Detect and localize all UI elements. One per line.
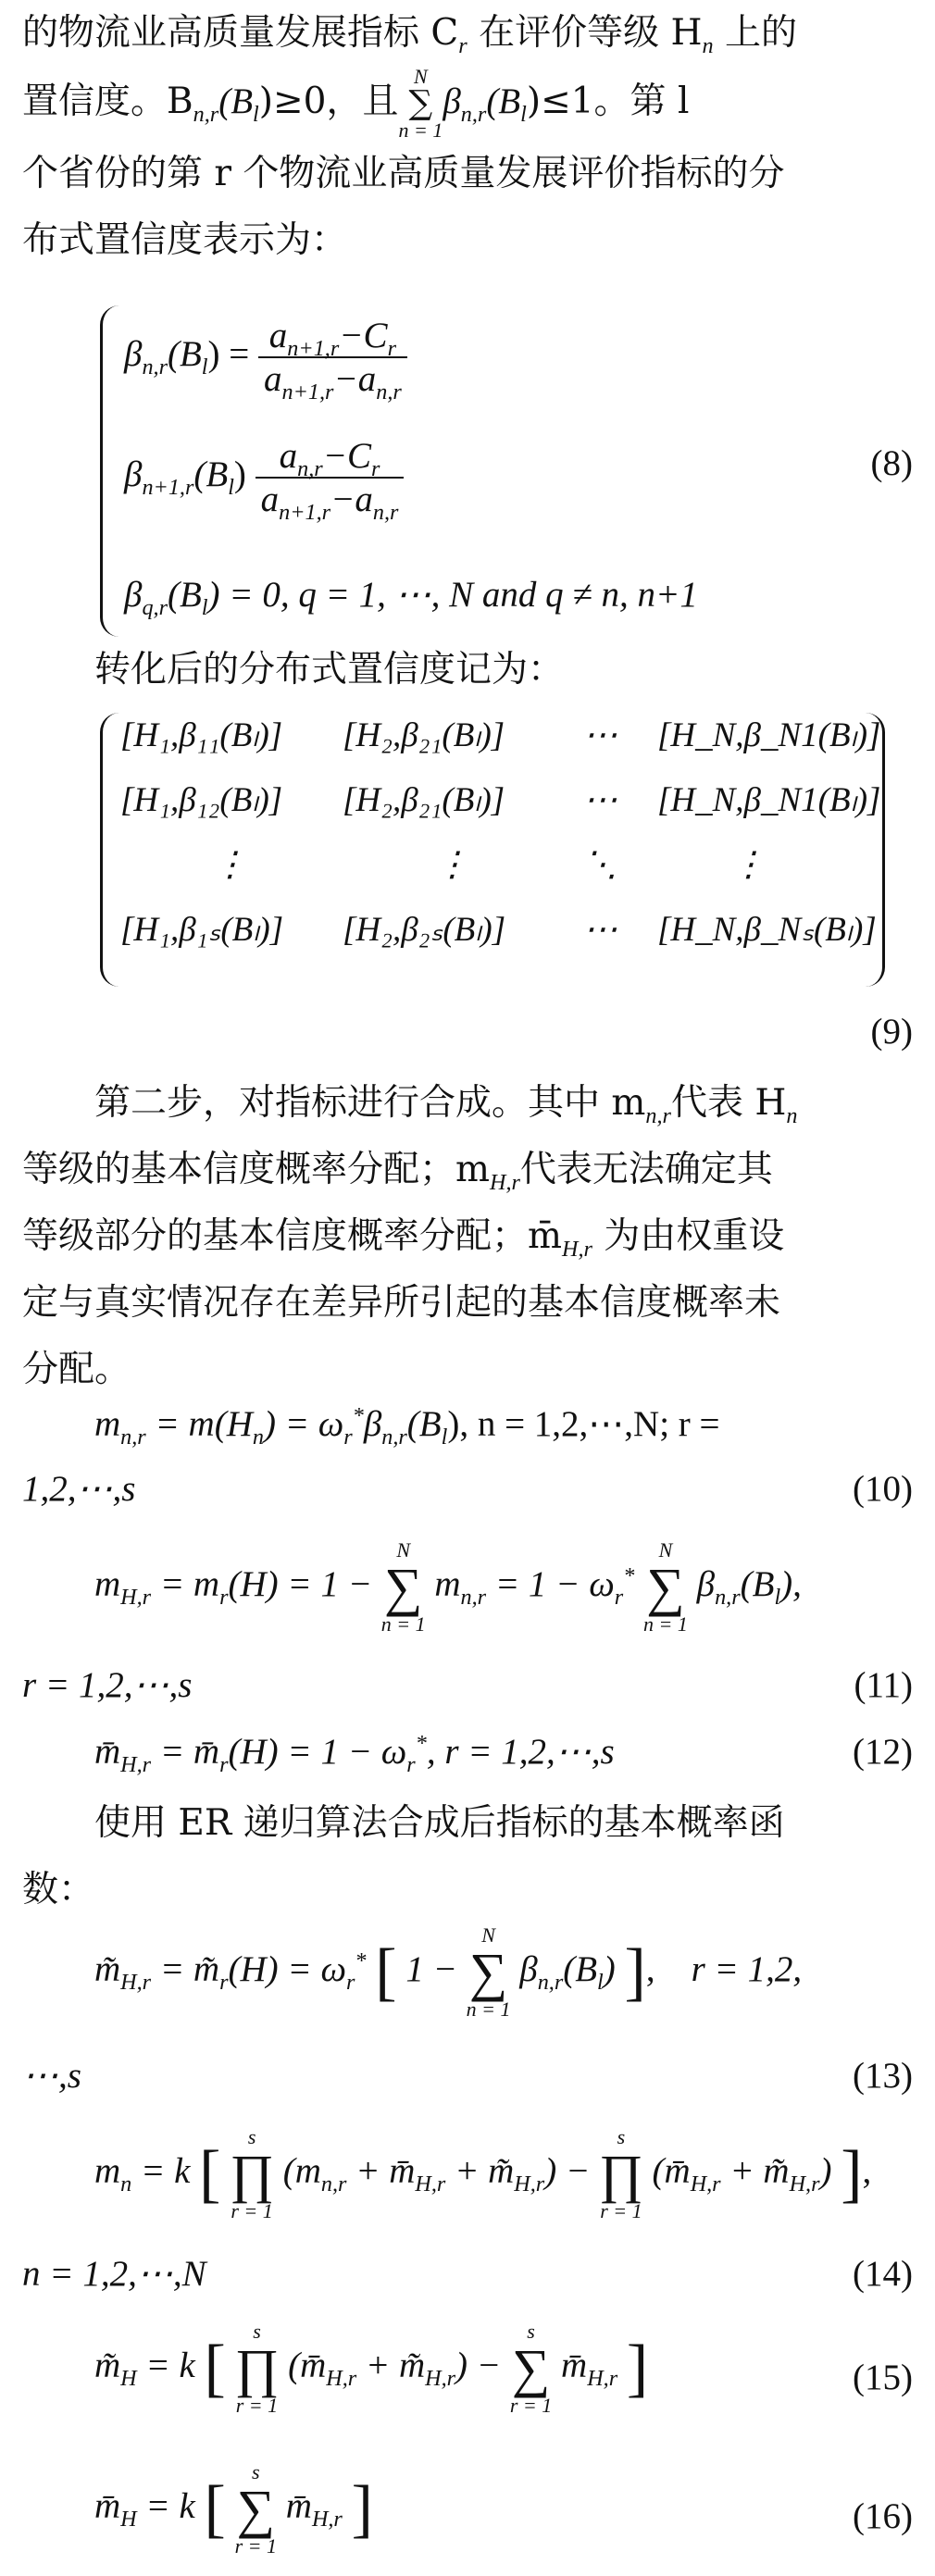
- eq11-arg-sub: l: [774, 1584, 781, 1610]
- eq14-t2-close: ): [819, 2150, 832, 2191]
- eq14-prod-1: [230, 2127, 274, 2221]
- eq16-m: m̄: [94, 2485, 121, 2526]
- eq14-p2-top: s: [617, 2125, 626, 2148]
- eq8-r1-num: [258, 315, 407, 361]
- eq8-r2-arg: (B: [193, 454, 229, 494]
- intro-line2-sub: n,r: [193, 101, 219, 127]
- eq15-s-top: s: [527, 2320, 535, 2343]
- eq8-r1-den: [258, 358, 407, 404]
- eq8-r1-num-sub: n+1,r: [287, 335, 340, 361]
- eq15-p-top: s: [253, 2320, 261, 2343]
- eq13-rest: = m̃: [151, 1948, 220, 1989]
- eq11-beta-sub: n,r: [715, 1584, 741, 1610]
- intro-beta-sub: n,r: [460, 101, 487, 127]
- eq9-cell: [H_N,β_N1(Bₗ)]: [657, 781, 881, 819]
- eq10-sub: n,r: [120, 1424, 146, 1450]
- eq15-t2-sub: H,r: [587, 2365, 618, 2391]
- eq11-mid-sub: r: [219, 1584, 229, 1610]
- eq15-m: m̃: [94, 2345, 121, 2385]
- eq15-sub: H: [120, 2365, 137, 2391]
- eq16-s-top: s: [252, 2460, 260, 2483]
- eq11-tail: ),: [780, 1563, 802, 1604]
- eq8-row-1: [124, 315, 407, 404]
- eq15-lbracket: [: [204, 2333, 226, 2404]
- intro-line2-end: ≤1。第 l: [541, 81, 690, 122]
- eq11-mid2: (H) = 1 −: [228, 1563, 373, 1604]
- step2-paragraph: [22, 1070, 913, 1403]
- eq11-sub: H,r: [120, 1584, 152, 1610]
- eq8-r2-den: [256, 479, 405, 525]
- eq13-sum-bot: n = 1: [466, 1997, 511, 2021]
- eq14-comma: ,: [862, 2150, 872, 2191]
- eq9-row: [120, 715, 881, 779]
- eq15-sum: [510, 2321, 552, 2416]
- step2-l3-text: 等级部分的基本信度概率分配；m̄: [22, 1215, 562, 1257]
- eq14-k: = k: [131, 2150, 191, 2191]
- eq8-r3-argsub: l: [201, 594, 208, 620]
- eq11-mid: = m: [151, 1563, 220, 1604]
- eq14-t2b-sub: H,r: [789, 2171, 820, 2196]
- eq9-cell: ⋮: [213, 846, 247, 884]
- equation-16: [22, 2462, 935, 2564]
- eq14-p2-op: ∏: [599, 2144, 643, 2204]
- eq14-t1-close: ): [544, 2150, 557, 2191]
- eq15-p-op: ∏: [234, 2338, 280, 2398]
- eq9-cell: ⋯: [583, 716, 617, 754]
- eq9-cell: ⋱: [583, 846, 617, 884]
- intro-paragraph: [22, 0, 913, 274]
- intro-line2-arg: (B: [218, 81, 254, 121]
- eq11-line2: r = 1,2,⋯,s: [22, 1665, 193, 1705]
- intro-beta-close: ): [526, 81, 542, 122]
- eq9-cell: ⋮: [435, 846, 469, 884]
- intro-line2-rest: ≥0，且: [272, 81, 399, 122]
- intro-sum-op: ∑: [408, 84, 433, 122]
- eq8-r2-den-mid: −a: [330, 479, 373, 519]
- eq15-t1-close: ): [455, 2345, 468, 2385]
- eq9-left-brace: [100, 713, 119, 987]
- eq11-sum-1: [381, 1540, 426, 1635]
- eq9-row: [120, 909, 877, 974]
- eq16-term: m̄: [285, 2485, 312, 2526]
- eq8-r1-den-sub1: n+1,r: [281, 379, 334, 404]
- eq11-arg: (B: [740, 1563, 775, 1604]
- step2-l1-sub: n,r: [645, 1102, 671, 1128]
- equation-12: [22, 1731, 935, 1777]
- step2-line-1: [22, 1070, 913, 1137]
- eq8-r3-beta: β: [124, 575, 143, 615]
- step2-l3-sub: H,r: [561, 1236, 592, 1262]
- eq9-cell: ⋯: [583, 911, 617, 949]
- eq11-omega-sub: r: [614, 1584, 624, 1610]
- eq14-t2-sub: H,r: [690, 2171, 721, 2196]
- eq9-cell: [H_N,β_N1(Bₗ)]: [657, 716, 881, 754]
- eq10-rest2: ) = ω: [263, 1404, 344, 1444]
- eq8-r1-den-mid: −a: [333, 359, 377, 399]
- eq14-p1-bot: r = 1: [231, 2199, 273, 2222]
- eq15-s-op: ∑: [511, 2338, 551, 2398]
- intro-line1-sub: r: [458, 32, 468, 58]
- eq14-p1-op: ∏: [230, 2144, 274, 2204]
- eq15-number: (15): [853, 2358, 913, 2397]
- eq8-r1-eq: ) =: [207, 333, 258, 374]
- eq10-omega-sub: r: [343, 1424, 353, 1450]
- intro-sum-limits: [398, 67, 443, 141]
- eq11-sum2-op: ∑: [646, 1557, 685, 1617]
- step2-line-5: 分配。: [22, 1349, 131, 1390]
- eq8-r3-arg: (B: [167, 575, 202, 615]
- eq13-arg: (B: [563, 1948, 598, 1989]
- intro-line-3: 个省份的第 r 个物流业高质量发展评价指标的分: [22, 153, 785, 194]
- eq8-r2-beta: β: [124, 454, 143, 494]
- intro-line2-close: ): [258, 81, 273, 122]
- eq8-r2-argsub: l: [228, 474, 234, 500]
- step2-line-2: [22, 1137, 913, 1203]
- eq8-r2-den-a: a: [260, 479, 280, 519]
- eq15-s-bot: r = 1: [509, 2394, 553, 2417]
- eq8-r2-sub: n+1,r: [142, 474, 194, 500]
- eq14-sub: n: [120, 2171, 132, 2196]
- eq13-rest2: (H) = ω: [228, 1948, 346, 1989]
- eq13-sum-top: N: [481, 1923, 495, 1947]
- eq14-t1b-sub: H,r: [415, 2171, 446, 2196]
- step2-l2-text: 等级的基本信度概率分配；m: [22, 1149, 490, 1190]
- eq9-cell: [H₂,β₂₁(Bₗ)]: [343, 781, 505, 819]
- eq13-sum: [467, 1925, 511, 2020]
- eq10-arg: (B: [406, 1404, 442, 1444]
- eq8-row-2: [124, 435, 404, 525]
- eq12-rest: = m̄: [151, 1732, 220, 1772]
- step2-l1-text: 第二步，对指标进行合成。其中 m: [94, 1082, 646, 1124]
- eq14-t1: (m: [282, 2150, 321, 2191]
- eq10-rest: = m(H: [145, 1404, 253, 1444]
- eq8-r1-den-a: a: [264, 359, 282, 399]
- intro-beta: β: [443, 81, 461, 121]
- eq12-star: *: [415, 1731, 427, 1756]
- eq11-sum2-bot: n = 1: [643, 1612, 688, 1636]
- eq9-row: [120, 844, 861, 909]
- eq13-number: (13): [853, 2056, 913, 2096]
- eq10-beta: β: [363, 1404, 382, 1444]
- eq12-rest-sub: r: [219, 1751, 229, 1777]
- eq12-omega-sub: r: [406, 1751, 416, 1777]
- equation-11: [22, 1540, 935, 1642]
- eq8-r2-num-c: −C: [322, 436, 372, 476]
- eq11-sum-2: [643, 1540, 688, 1635]
- eq8-r2-den-sub2: n,r: [372, 499, 399, 525]
- eq9-row: [120, 779, 881, 844]
- eq14-t1-sub: n,r: [320, 2171, 347, 2196]
- eq12-m: m̄: [94, 1732, 121, 1772]
- intro-line2-argsub: l: [253, 101, 259, 127]
- eq13-sub: H,r: [120, 1969, 152, 1995]
- eq12-number: (12): [853, 1732, 913, 1772]
- intro-line-4: 布式置信度表示为：: [22, 219, 348, 261]
- step2-l3-rest: 为由权重设: [592, 1215, 785, 1257]
- intro-beta-arg: (B: [486, 81, 521, 121]
- eq10-arg-sub: l: [441, 1424, 448, 1450]
- eq16-k: = k: [136, 2485, 195, 2526]
- eq14-t2b: + m̃: [720, 2150, 790, 2191]
- eq13-lbracket: [: [375, 1936, 397, 2008]
- eq11-beta: β: [696, 1563, 716, 1604]
- eq11-sum1-top: N: [396, 1538, 411, 1562]
- eq8-r2-num: [256, 435, 405, 479]
- eq16-rbracket: ]: [351, 2473, 373, 2545]
- intro-line1-end: 上的: [713, 12, 797, 54]
- eq12-rest2: (H) = 1 − ω: [228, 1732, 407, 1772]
- eq14-t2: (m̄: [652, 2150, 691, 2191]
- eq8-r2-num-sub: n,r: [297, 455, 323, 481]
- equation-14: [22, 2127, 935, 2238]
- step2-line-4: 定与真实情况存在差异所引起的基本信度概率未: [22, 1282, 781, 1324]
- eq13-arg-sub: l: [597, 1969, 604, 1995]
- eq13-star: *: [355, 1948, 367, 1973]
- eq14-number: (14): [853, 2254, 913, 2294]
- eq15-k: = k: [136, 2345, 195, 2385]
- equation-8: [22, 305, 913, 639]
- intro-sum-top: N: [414, 65, 428, 88]
- step2-l1-rest: 代表 H: [670, 1082, 787, 1124]
- eq8-r2-close: ): [233, 454, 246, 494]
- eq14-p2-bot: r = 1: [600, 2199, 642, 2222]
- eq8-r2-num-a: a: [279, 436, 298, 476]
- eq9-cell: [H₁,β₁₁(Bₗ)]: [120, 716, 283, 754]
- equation-15: [22, 2321, 935, 2423]
- equation-10: [22, 1403, 935, 1450]
- eq15-t1-sub: H,r: [326, 2365, 357, 2391]
- intro-line1-sub2: n: [702, 32, 714, 58]
- eq10-star: *: [352, 1403, 364, 1428]
- eq11-sum1-op: ∑: [384, 1557, 423, 1617]
- eq15-rbracket: ]: [626, 2333, 649, 2404]
- eq8-r1-arg: (B: [167, 333, 202, 374]
- eq8-r1-beta: β: [124, 333, 143, 374]
- intro-line2-text: 置信度。B: [22, 81, 193, 122]
- eq8-r1-num-c: −C: [339, 316, 388, 355]
- eq15-p-bot: r = 1: [235, 2394, 279, 2417]
- eq8-r1-num-a: a: [268, 316, 288, 355]
- eq15-t1b: + m̃: [356, 2345, 426, 2385]
- eq11-sum2-top: N: [658, 1538, 673, 1562]
- eq12-tail: , r = 1,2,⋯,s: [426, 1732, 615, 1772]
- eq14-prod-2: [599, 2127, 643, 2221]
- eq8-r1-den-sub2: n,r: [376, 379, 402, 404]
- eq8-r1-argsub: l: [201, 354, 208, 380]
- eq9-cell: [H₂,β₂₁(Bₗ)]: [343, 716, 505, 754]
- eq8-r1-num-csub: r: [387, 335, 396, 361]
- eq10-sub2: n: [252, 1424, 264, 1450]
- eq14-minus: −: [565, 2150, 591, 2191]
- eq13-rest-sub: r: [219, 1969, 229, 1995]
- eq13-inner: 1 −: [405, 1948, 457, 1989]
- eq13-tail: r = 1,2,: [691, 1948, 803, 1989]
- step2-l2-rest: 代表无法确定其: [519, 1149, 773, 1190]
- eq16-term-sub: H,r: [311, 2506, 343, 2532]
- intro-line-1: [22, 0, 913, 67]
- equation-9-matrix: [120, 715, 881, 974]
- eq11-mid4: = 1 − ω: [486, 1563, 615, 1604]
- convert-text: 转化后的分布式置信度记为：: [94, 649, 565, 691]
- eq9-cell: [H₁,β₁ₛ(Bₗ)]: [120, 911, 284, 949]
- eq8-r2-den-sub1: n+1,r: [279, 499, 331, 525]
- eq9-cell: ⋯: [583, 781, 617, 819]
- eq11-star: *: [623, 1562, 635, 1588]
- eq8-row-3: [124, 574, 698, 620]
- eq13-comma: ,: [645, 1948, 682, 1989]
- eq16-number: (16): [853, 2496, 913, 2536]
- eq16-sum: [235, 2462, 277, 2557]
- eq10-m: m: [94, 1404, 121, 1444]
- eq8-r1-sub: n,r: [142, 354, 168, 380]
- eq15-t1: (m̄: [288, 2345, 327, 2385]
- eq10-beta-sub: n,r: [381, 1424, 407, 1450]
- intro-sum-bot: n = 1: [398, 118, 443, 142]
- eq9-cell: [H₂,β₂ₛ(Bₗ)]: [343, 911, 506, 949]
- eq14-rbracket: ]: [841, 2138, 863, 2209]
- er-paragraph: [22, 1790, 913, 1923]
- eq13-omega-sub: r: [345, 1969, 355, 1995]
- eq16-s-op: ∑: [236, 2479, 275, 2539]
- eq15-minus: −: [476, 2345, 502, 2385]
- eq9-cell: [H₁,β₁₂(Bₗ)]: [120, 781, 283, 819]
- eq14-t1c: + m̃: [445, 2150, 515, 2191]
- intro-line1-text: 的物流业高质量发展指标 C: [22, 12, 459, 54]
- eq16-s-bot: r = 1: [234, 2534, 278, 2557]
- eq11-number: (11): [854, 1665, 913, 1705]
- eq13-sum-op: ∑: [468, 1942, 508, 2002]
- eq8-r3-sub: q,r: [142, 594, 168, 620]
- eq14-m: m: [94, 2150, 121, 2191]
- eq14-t1c-sub: H,r: [514, 2171, 545, 2196]
- eq11-mid3: m: [434, 1563, 461, 1604]
- eq9-cell: ⋮: [731, 846, 766, 884]
- equation-13: [22, 1925, 935, 2036]
- eq10-tail: ), n = 1,2,⋯,N; r =: [447, 1404, 720, 1444]
- eq11-m: m: [94, 1563, 121, 1604]
- eq13-close: ): [603, 1948, 616, 1989]
- eq13-beta: β: [519, 1948, 538, 1989]
- eq11-mid3-sub: n,r: [460, 1584, 487, 1610]
- intro-beta-argsub: l: [520, 101, 527, 127]
- eq14-lbracket: [: [199, 2138, 221, 2209]
- step2-l1-sub2: n: [786, 1102, 798, 1128]
- eq9-cell: [H_N,β_Nₛ(Bₗ)]: [657, 911, 877, 949]
- eq8-r2-frac: [256, 435, 405, 525]
- eq8-r1-frac: [258, 315, 407, 404]
- eq10-line2: 1,2,⋯,s: [22, 1469, 136, 1509]
- intro-line1-rest: 在评价等级 H: [467, 12, 703, 54]
- eq8-r3-rest: ) = 0, q = 1, ⋯, N and q ≠ n, n+1: [207, 575, 698, 615]
- eq13-line2: ⋯,s: [22, 2056, 81, 2096]
- eq16-sub: H: [120, 2506, 137, 2532]
- eq14-p1-top: s: [247, 2125, 256, 2148]
- step2-l2-sub: H,r: [489, 1169, 520, 1195]
- eq16-lbracket: [: [204, 2473, 226, 2545]
- eq13-rbracket: ]: [624, 1936, 646, 2008]
- eq10-number: (10): [853, 1469, 913, 1509]
- eq8-r2-num-csub: r: [371, 455, 380, 481]
- eq15-t1b-sub: H,r: [425, 2365, 456, 2391]
- eq13-m: m̃: [94, 1948, 121, 1989]
- eq15-prod: [235, 2321, 280, 2416]
- eq13-beta-sub: n,r: [537, 1969, 564, 1995]
- eq8-number: (8): [870, 443, 913, 483]
- eq14-t1b: + m̄: [346, 2150, 416, 2191]
- eq12-sub: H,r: [120, 1751, 152, 1777]
- eq14-line2: n = 1,2,⋯,N: [22, 2254, 206, 2294]
- eq9-number: (9): [870, 1012, 913, 1052]
- eq15-t2: m̄: [561, 2345, 588, 2385]
- intro-line-2: [22, 67, 913, 141]
- eq11-sum1-bot: n = 1: [380, 1612, 426, 1636]
- er-line-1: 使用 ER 递归算法合成后指标的基本概率函: [94, 1802, 785, 1844]
- er-line-2: 数：: [22, 1869, 95, 1910]
- step2-line-3: [22, 1203, 913, 1270]
